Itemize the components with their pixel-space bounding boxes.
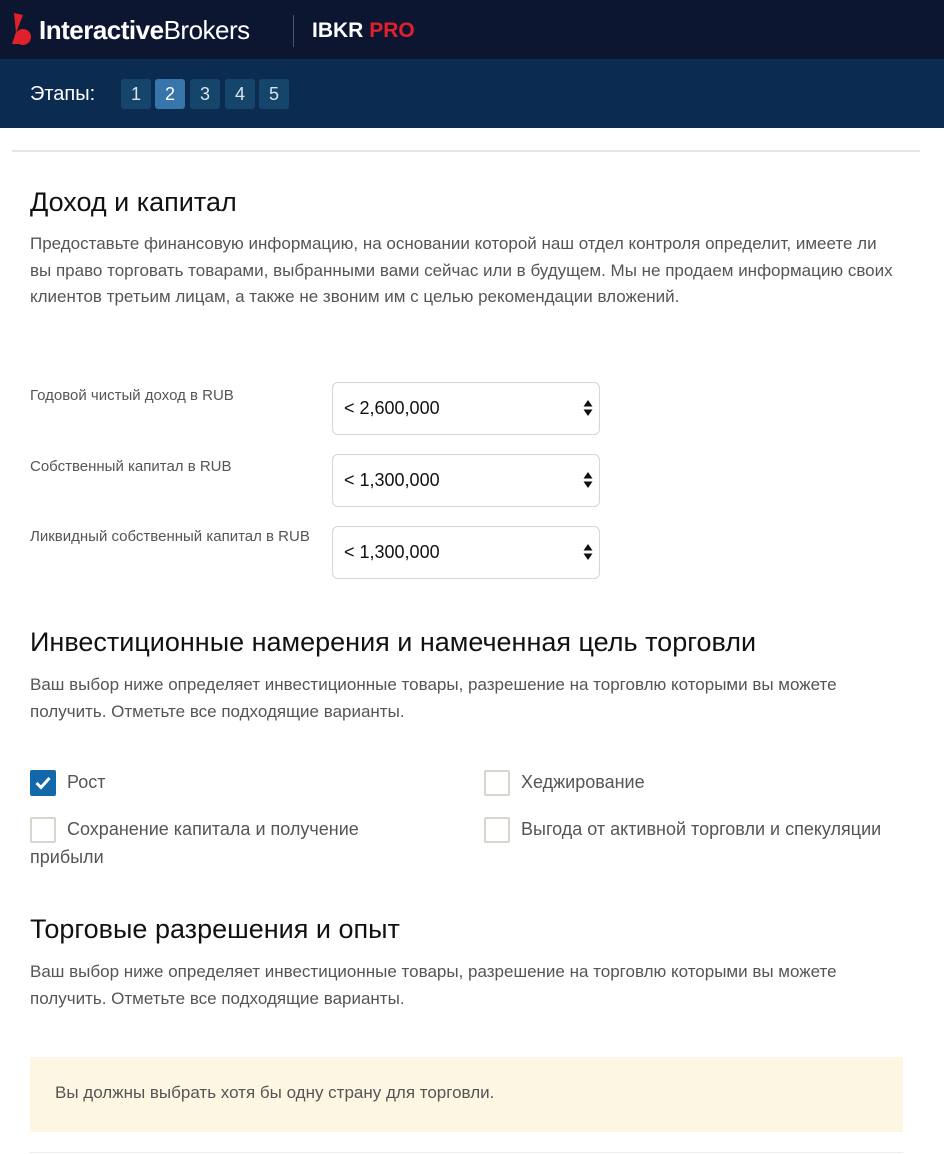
interactive-brokers-logo-icon	[10, 13, 34, 47]
liquid-net-worth-value: < 1,300,000	[344, 542, 440, 562]
product-name-suffix: PRO	[369, 19, 415, 42]
growth-label[interactable]: Рост	[67, 772, 106, 792]
hedging-checkbox[interactable]	[484, 770, 510, 796]
brand-name-rest: Brokers	[163, 14, 250, 45]
net-worth-label: Собственный капитал в RUB	[30, 458, 232, 475]
brand-logo[interactable]	[10, 10, 250, 50]
brand-divider	[293, 15, 294, 47]
liquid-net-worth-label: Ликвидный собственный капитал в RUB	[30, 528, 310, 545]
steps-label: Этапы:	[30, 83, 96, 105]
step-5-button[interactable]: 5	[259, 79, 289, 109]
brand-name-bold: Interactive	[39, 14, 164, 45]
annual-income-label: Годовой чистый доход в RUB	[30, 387, 234, 404]
step-3-button[interactable]: 3	[190, 79, 220, 109]
permissions-section-description: Ваш выбор ниже определяет инвестиционные товары, разрешение на торговлю которыми вы можете получить. Отметьте все подходящие варианты.	[30, 962, 837, 1008]
divider	[30, 1152, 903, 1153]
product-name-main: IBKR	[312, 19, 364, 42]
step-1-button[interactable]: 1	[121, 79, 151, 109]
divider	[12, 150, 920, 152]
active-trading-checkbox[interactable]	[484, 817, 510, 843]
select-arrows-icon	[583, 541, 593, 563]
objectives-section-description: Ваш выбор ниже определяет инвестиционные товары, разрешение на торговлю которыми вы можете получить. Отметьте все подходящие варианты.	[30, 675, 837, 721]
step-2-button[interactable]: 2	[155, 79, 185, 109]
income-section-description: Предоставьте финансовую информацию, на основании которой наш отдел контроля определит, имеете ли вы право торговать товарами, выбранными вами сейчас или в будущем. Мы не продаем информацию своих клиентов третьим лицам, а также не звоним им с целью рекомендации вложений.	[30, 234, 893, 306]
select-arrows-icon	[583, 469, 593, 491]
select-arrows-icon	[583, 397, 593, 419]
net-worth-value: < 1,300,000	[344, 470, 440, 490]
top-bar	[0, 0, 944, 59]
permissions-section-title: Торговые разрешения и опыт	[30, 914, 400, 944]
annual-income-value: < 2,600,000	[344, 398, 440, 418]
warning-notice	[30, 1057, 903, 1132]
capital-preservation-label[interactable]: Сохранение капитала и получение прибыли	[30, 819, 359, 867]
annual-income-select[interactable]	[332, 382, 600, 435]
checkmark-icon	[35, 776, 51, 790]
hedging-label[interactable]: Хеджирование	[521, 772, 645, 792]
step-4-button[interactable]: 4	[225, 79, 255, 109]
warning-notice-text: Вы должны выбрать хотя бы одну страну для торговли.	[55, 1083, 495, 1102]
active-trading-label[interactable]: Выгода от активной торговли и спекуляции	[521, 819, 882, 839]
growth-checkbox[interactable]	[30, 770, 56, 796]
objectives-section-title: Инвестиционные намерения и намеченная цель торговли	[30, 627, 757, 657]
net-worth-select[interactable]	[332, 454, 600, 507]
liquid-net-worth-select[interactable]	[332, 526, 600, 579]
product-name	[312, 19, 415, 43]
income-section-title: Доход и капитал	[30, 187, 237, 217]
brand-name	[39, 15, 250, 46]
